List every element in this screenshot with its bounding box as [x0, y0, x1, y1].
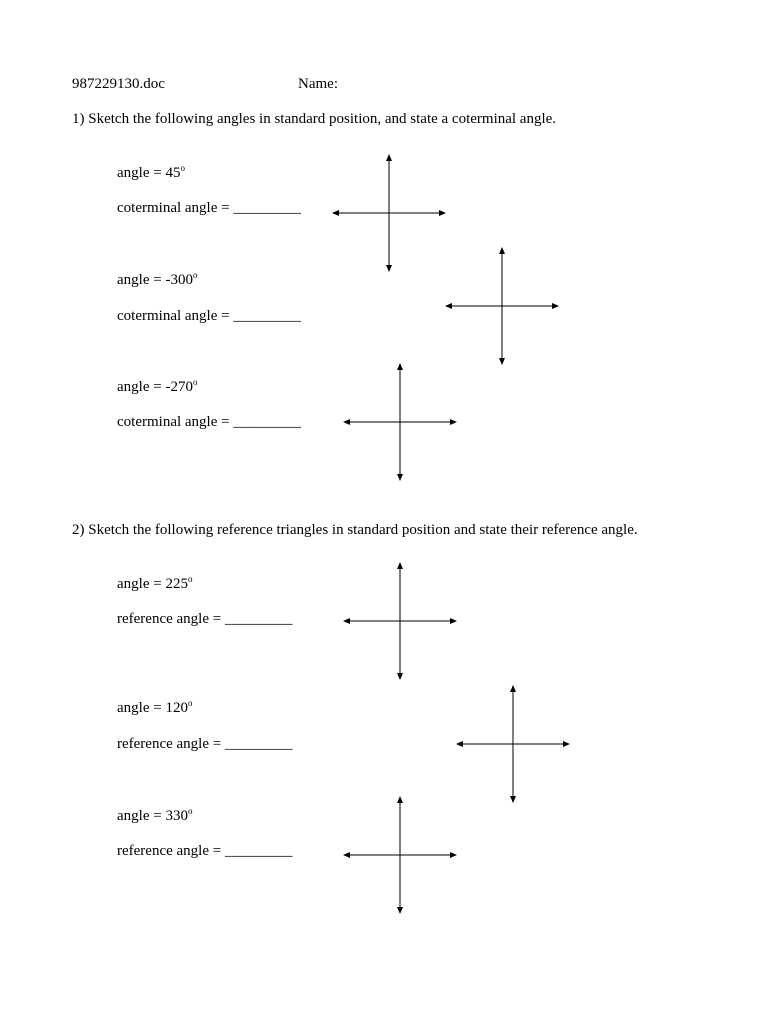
- q1-item-1-coterminal: coterminal angle = _________: [117, 200, 301, 216]
- q2-item-2-reference: reference angle = _________: [117, 736, 293, 752]
- q2-item-1-angle: angle = $225^o$: [117, 574, 193, 592]
- coordinate-axes-icon: [343, 796, 457, 914]
- degree-symbol: o: [187, 806, 193, 816]
- coordinate-axes-icon: [343, 363, 457, 481]
- q2-item-3-reference: reference angle = _________: [117, 843, 293, 859]
- q1-item-2-angle: angle = $-300^o$: [117, 270, 198, 288]
- q1-item-3-angle: angle = $-270^o$: [117, 377, 198, 395]
- degree-symbol: o: [180, 163, 185, 173]
- degree-symbol: o: [187, 698, 193, 708]
- coordinate-axes-icon: [343, 562, 457, 680]
- coordinate-axes-icon: [332, 154, 446, 272]
- q1-item-1-angle: angle = $45^o$: [117, 163, 185, 181]
- q2-item-2-angle: angle = $120^o$: [117, 698, 193, 716]
- question-1-prompt: 1) Sketch the following angles in standard position, and state a coterminal angle.: [72, 111, 557, 127]
- coordinate-axes-icon: [456, 685, 570, 803]
- q1-item-3-coterminal: coterminal angle = _________: [117, 414, 301, 430]
- document-filename: 987229130.doc: [72, 76, 165, 92]
- question-2-prompt: 2) Sketch the following reference triangles in standard position and state their reference angle.: [72, 522, 638, 538]
- degree-symbol: o: [192, 270, 198, 280]
- q2-item-1-reference: reference angle = _________: [117, 611, 293, 627]
- degree-symbol: o: [192, 377, 198, 387]
- q1-item-2-coterminal: coterminal angle = _________: [117, 308, 301, 324]
- coordinate-axes-icon: [445, 247, 559, 365]
- q2-item-3-angle: angle = $330^o$: [117, 806, 193, 824]
- degree-symbol: o: [187, 574, 193, 584]
- name-label: Name:: [298, 76, 338, 92]
